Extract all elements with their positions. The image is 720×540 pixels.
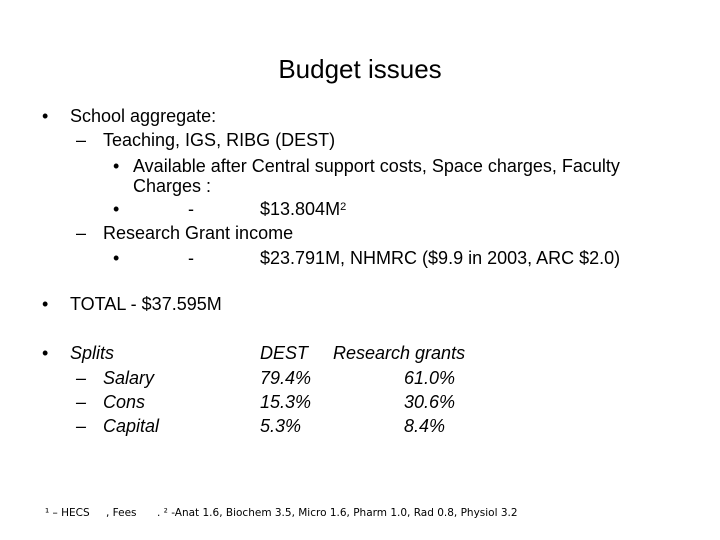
cell-dest-capital: 5.3% <box>260 416 302 436</box>
dash: – <box>76 368 87 388</box>
research-grant-line: Research Grant income <box>103 223 294 243</box>
col-header-research: Research grants <box>333 343 466 363</box>
row-label-capital: Capital <box>103 416 160 436</box>
available-line-2: Charges : <box>133 176 212 196</box>
dash: - <box>188 248 194 268</box>
dash: - <box>188 199 194 219</box>
splits-label: Splits <box>70 343 115 363</box>
teaching-line: Teaching, IGS, RIBG (DEST) <box>103 130 336 150</box>
dash: – <box>76 416 87 436</box>
bullet: • <box>113 199 120 219</box>
row-label-salary: Salary <box>103 368 155 388</box>
footnote-fees: , Fees <box>106 507 137 519</box>
dash: – <box>76 130 87 150</box>
cell-research-cons: 30.6% <box>404 392 456 412</box>
total-line: TOTAL - $37.595M <box>70 294 222 314</box>
dest-amount <box>260 198 346 220</box>
row-label-cons: Cons <box>103 392 146 412</box>
bullet: • <box>42 294 49 314</box>
cell-dest-cons: 15.3% <box>260 392 312 412</box>
slide-title: Budget issues <box>278 54 442 84</box>
bullet: • <box>113 156 120 176</box>
bullet: • <box>113 248 120 268</box>
bullet: • <box>42 343 49 363</box>
dash: – <box>76 392 87 412</box>
research-amount: $23.791M, NHMRC ($9.9 in 2003, ARC $2.0) <box>260 248 621 268</box>
footnote-hecs: ¹ – HECS <box>45 507 90 519</box>
footnote-faculty-charges: . ² -Anat 1.6, Biochem 3.5, Micro 1.6, Pharm 1.0, Rad 0.8, Physiol 3.2 <box>157 507 518 519</box>
dash: – <box>76 223 87 243</box>
available-line-1: Available after Central support costs, Space charges, Faculty <box>133 156 620 176</box>
cell-research-capital: 8.4% <box>404 416 446 436</box>
bullet: • <box>42 106 49 126</box>
dest-amount-value: $13.804M <box>260 199 341 219</box>
col-header-dest: DEST <box>260 343 309 363</box>
cell-dest-salary: 79.4% <box>260 368 312 388</box>
school-aggregate-label: School aggregate: <box>70 106 217 126</box>
footnote-ref: 2 <box>340 201 347 213</box>
cell-research-salary: 61.0% <box>404 368 456 388</box>
